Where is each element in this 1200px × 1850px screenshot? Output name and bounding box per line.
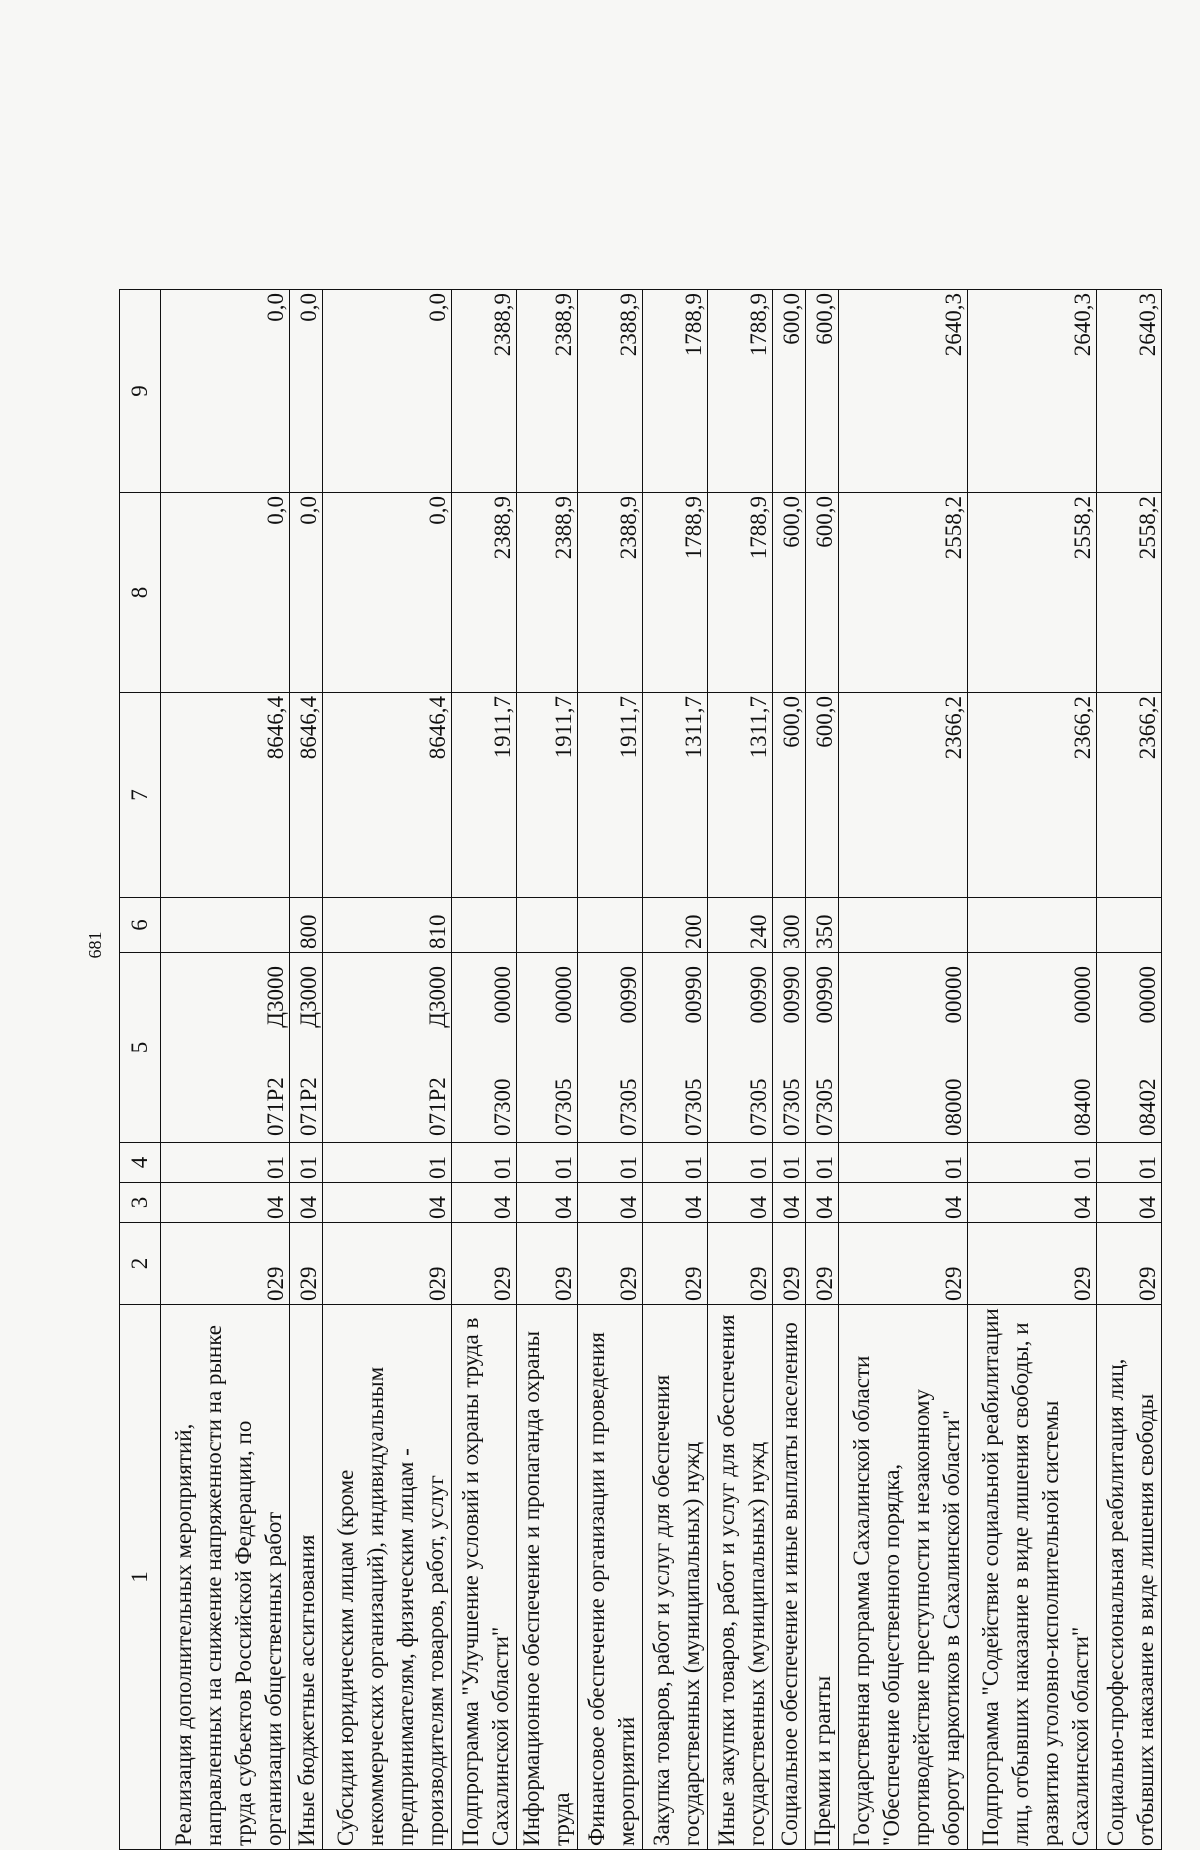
row-name: Подпрограмма "Улучшение условий и охраны труда в Сахалинской области" [452, 1305, 517, 1850]
target-article-part-1: 07305 [779, 1078, 804, 1136]
subsection-code: 01 [517, 1143, 578, 1183]
target-article-code [773, 953, 806, 1143]
table-row [161, 290, 290, 1850]
section-code: 04 [290, 1183, 323, 1223]
subsection-code: 01 [643, 1143, 708, 1183]
expense-type-code: 800 [290, 898, 323, 953]
row-name: Премии и гранты [806, 1305, 839, 1850]
amount-col-8: 0,0 [161, 493, 290, 693]
amount-col-9: 2640,3 [968, 290, 1097, 493]
admin-code: 029 [290, 1223, 323, 1305]
row-name: Социальное обеспечение и иные выплаты населению [773, 1305, 806, 1850]
amount-col-9: 2388,9 [452, 290, 517, 493]
target-article-part-1: 07305 [681, 1078, 706, 1136]
amount-col-9: 0,0 [161, 290, 290, 493]
amount-col-8: 2388,9 [452, 493, 517, 693]
target-article-part-2: 00990 [681, 966, 706, 1024]
row-name: Подпрограмма "Содействие социальной реабилитации лиц, отбывших наказание в виде лишения свободы, и развитию уголовно-исполнительной системы Сахалинской области" [968, 1305, 1097, 1850]
subsection-code: 01 [773, 1143, 806, 1183]
admin-code: 029 [708, 1223, 773, 1305]
admin-code: 029 [452, 1223, 517, 1305]
expense-type-code: 350 [806, 898, 839, 953]
target-article-part-1: 07305 [812, 1078, 837, 1136]
amount-col-7: 600,0 [806, 693, 839, 898]
header-col-2: 2 [120, 1223, 161, 1305]
page-number: 681 [85, 931, 105, 959]
target-article-code [323, 953, 452, 1143]
amount-col-8: 1788,9 [643, 493, 708, 693]
target-article-part-1: 07305 [746, 1078, 771, 1136]
target-article-part-2: Д3000 [296, 966, 321, 1028]
amount-col-7: 8646,4 [290, 693, 323, 898]
header-col-1: 1 [120, 1305, 161, 1850]
table-row [839, 290, 968, 1850]
target-article-part-2: 00000 [490, 966, 515, 1024]
amount-col-8: 1788,9 [708, 493, 773, 693]
row-name: Информационное обеспечение и пропаганда охраны труда [517, 1305, 578, 1850]
amount-col-9: 2640,3 [839, 290, 968, 493]
header-col-5: 5 [120, 953, 161, 1143]
target-article-code [643, 953, 708, 1143]
table-row [643, 290, 708, 1850]
amount-col-9: 1788,9 [643, 290, 708, 493]
section-code: 04 [773, 1183, 806, 1223]
expense-type-code [1097, 898, 1162, 953]
section-code: 04 [839, 1183, 968, 1223]
subsection-code: 01 [161, 1143, 290, 1183]
target-article-part-2: 00990 [779, 966, 804, 1024]
subsection-code: 01 [452, 1143, 517, 1183]
expense-type-code [452, 898, 517, 953]
target-article-part-2: Д3000 [263, 966, 288, 1028]
section-code: 04 [806, 1183, 839, 1223]
header-col-4: 4 [120, 1143, 161, 1183]
target-article-part-1: 071P2 [425, 1077, 450, 1136]
amount-col-7: 1311,7 [708, 693, 773, 898]
expense-type-code: 200 [643, 898, 708, 953]
section-code: 04 [323, 1183, 452, 1223]
section-code: 04 [708, 1183, 773, 1223]
table-row [773, 290, 806, 1850]
admin-code: 029 [643, 1223, 708, 1305]
section-code: 04 [161, 1183, 290, 1223]
amount-col-7: 8646,4 [161, 693, 290, 898]
row-name: Иные бюджетные ассигнования [290, 1305, 323, 1850]
amount-col-8: 0,0 [290, 493, 323, 693]
target-article-part-2: 00000 [1070, 966, 1095, 1024]
admin-code: 029 [517, 1223, 578, 1305]
target-article-part-2: Д3000 [425, 966, 450, 1028]
amount-col-8: 2388,9 [578, 493, 643, 693]
header-col-9: 9 [120, 290, 161, 493]
target-article-part-2: 00990 [812, 966, 837, 1024]
amount-col-9: 2388,9 [517, 290, 578, 493]
target-article-code [708, 953, 773, 1143]
table-row [290, 290, 323, 1850]
table-row [708, 290, 773, 1850]
target-article-part-1: 07305 [551, 1078, 576, 1136]
rotated-page [85, 160, 1160, 1850]
admin-code: 029 [578, 1223, 643, 1305]
header-col-8: 8 [120, 493, 161, 693]
subsection-code: 01 [806, 1143, 839, 1183]
section-code: 04 [643, 1183, 708, 1223]
amount-col-9: 2388,9 [578, 290, 643, 493]
subsection-code: 01 [290, 1143, 323, 1183]
amount-col-8: 600,0 [806, 493, 839, 693]
header-col-7: 7 [120, 693, 161, 898]
target-article-part-1: 08000 [941, 1078, 966, 1136]
expense-type-code: 240 [708, 898, 773, 953]
table-row [968, 290, 1097, 1850]
admin-code: 029 [161, 1223, 290, 1305]
amount-col-7: 8646,4 [323, 693, 452, 898]
table-row [452, 290, 517, 1850]
target-article-code [517, 953, 578, 1143]
budget-table [119, 289, 1162, 1850]
amount-col-8: 2558,2 [1097, 493, 1162, 693]
amount-col-7: 1911,7 [578, 693, 643, 898]
target-article-code [1097, 953, 1162, 1143]
table-row [517, 290, 578, 1850]
target-article-code [290, 953, 323, 1143]
subsection-code: 01 [578, 1143, 643, 1183]
expense-type-code [578, 898, 643, 953]
target-article-code [968, 953, 1097, 1143]
target-article-part-1: 08402 [1135, 1078, 1160, 1136]
target-article-code [161, 953, 290, 1143]
row-name: Субсидии юридическим лицам (кроме некоммерческих организаций), индивидуальным предпринимателям, физическим лицам - производителям товаров, работ, услуг [323, 1305, 452, 1850]
target-article-code [452, 953, 517, 1143]
target-article-part-1: 08400 [1070, 1078, 1095, 1136]
subsection-code: 01 [839, 1143, 968, 1183]
target-article-part-2: 00990 [616, 966, 641, 1024]
amount-col-8: 2558,2 [968, 493, 1097, 693]
target-article-part-2: 00000 [551, 966, 576, 1024]
amount-col-8: 0,0 [323, 493, 452, 693]
target-article-code [578, 953, 643, 1143]
section-code: 04 [968, 1183, 1097, 1223]
subsection-code: 01 [968, 1143, 1097, 1183]
row-name: Иные закупки товаров, работ и услуг для обеспечения государственных (муниципальных) нужд [708, 1305, 773, 1850]
header-col-3: 3 [120, 1183, 161, 1223]
subsection-code: 01 [323, 1143, 452, 1183]
amount-col-8: 600,0 [773, 493, 806, 693]
table-row [806, 290, 839, 1850]
target-article-part-1: 07305 [616, 1078, 641, 1136]
target-article-code [806, 953, 839, 1143]
target-article-code [839, 953, 968, 1143]
subsection-code: 01 [1097, 1143, 1162, 1183]
table-row [1097, 290, 1162, 1850]
amount-col-7: 2366,2 [968, 693, 1097, 898]
expense-type-code: 300 [773, 898, 806, 953]
row-name: Государственная программа Сахалинской области "Обеспечение общественного порядка, противодействие преступности и незаконному обороту наркотиков в Сахалинской области" [839, 1305, 968, 1850]
amount-col-8: 2558,2 [839, 493, 968, 693]
amount-col-9: 2640,3 [1097, 290, 1162, 493]
header-col-6: 6 [120, 898, 161, 953]
admin-code: 029 [839, 1223, 968, 1305]
admin-code: 029 [806, 1223, 839, 1305]
row-name: Закупка товаров, работ и услуг для обеспечения государственных (муниципальных) нужд [643, 1305, 708, 1850]
header-row [120, 290, 161, 1850]
target-article-part-1: 07300 [490, 1078, 515, 1136]
amount-col-7: 1911,7 [452, 693, 517, 898]
section-code: 04 [578, 1183, 643, 1223]
amount-col-9: 600,0 [806, 290, 839, 493]
row-name: Реализация дополнительных мероприятий, направленных на снижение напряженности на рынке труда субъектов Российской Федерации, по организации общественных работ [161, 1305, 290, 1850]
expense-type-code [161, 898, 290, 953]
subsection-code: 01 [708, 1143, 773, 1183]
expense-type-code [839, 898, 968, 953]
amount-col-8: 2388,9 [517, 493, 578, 693]
amount-col-7: 2366,2 [1097, 693, 1162, 898]
target-article-part-2: 00990 [746, 966, 771, 1024]
section-code: 04 [1097, 1183, 1162, 1223]
table-row [323, 290, 452, 1850]
target-article-part-2: 00000 [941, 966, 966, 1024]
expense-type-code [517, 898, 578, 953]
target-article-part-1: 071P2 [296, 1077, 321, 1136]
row-name: Социально-профессиональная реабилитация лиц, отбывших наказание в виде лишения свободы [1097, 1305, 1162, 1850]
admin-code: 029 [1097, 1223, 1162, 1305]
section-code: 04 [517, 1183, 578, 1223]
amount-col-9: 600,0 [773, 290, 806, 493]
admin-code: 029 [323, 1223, 452, 1305]
expense-type-code: 810 [323, 898, 452, 953]
amount-col-7: 600,0 [773, 693, 806, 898]
expense-type-code [968, 898, 1097, 953]
admin-code: 029 [773, 1223, 806, 1305]
row-name: Финансовое обеспечение организации и проведения мероприятий [578, 1305, 643, 1850]
amount-col-7: 1311,7 [643, 693, 708, 898]
table-row [578, 290, 643, 1850]
section-code: 04 [452, 1183, 517, 1223]
amount-col-7: 1911,7 [517, 693, 578, 898]
amount-col-9: 0,0 [323, 290, 452, 493]
target-article-part-1: 071P2 [263, 1077, 288, 1136]
target-article-part-2: 00000 [1135, 966, 1160, 1024]
amount-col-9: 0,0 [290, 290, 323, 493]
admin-code: 029 [968, 1223, 1097, 1305]
amount-col-9: 1788,9 [708, 290, 773, 493]
amount-col-7: 2366,2 [839, 693, 968, 898]
